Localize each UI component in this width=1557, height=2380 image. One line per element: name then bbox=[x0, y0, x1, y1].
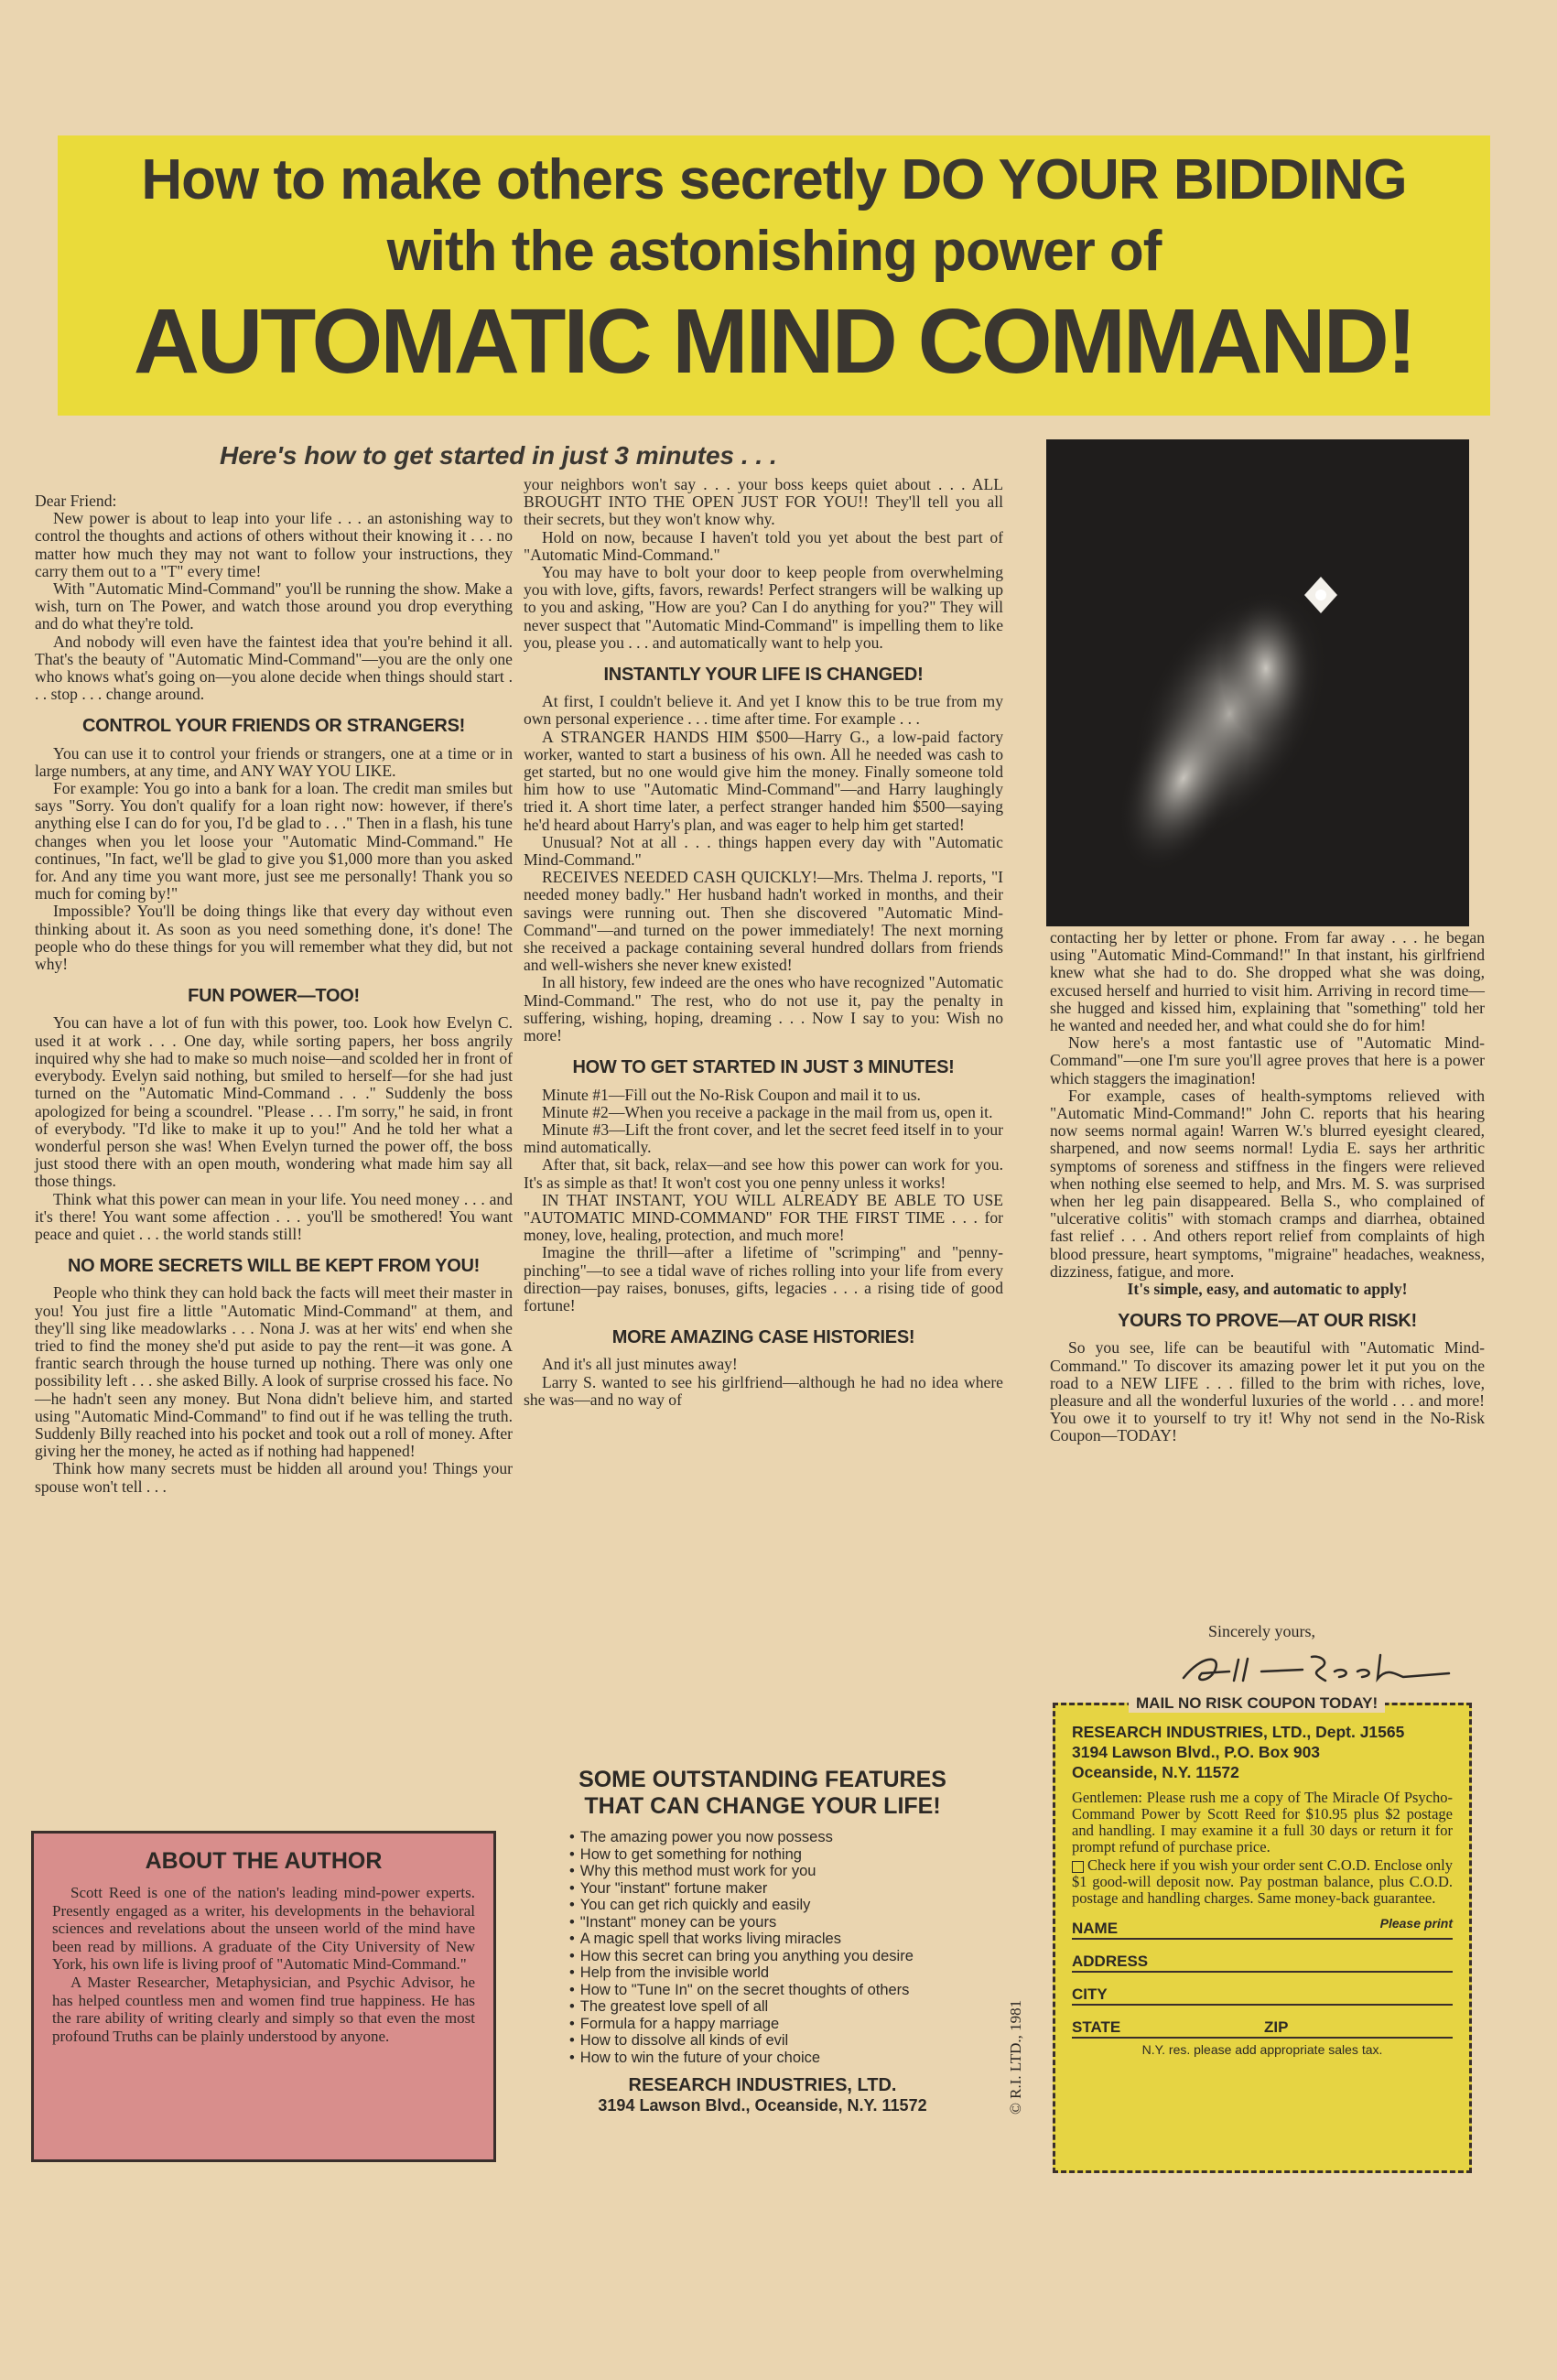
city-field[interactable] bbox=[1072, 1985, 1453, 2006]
feature-item: • Your "instant" fortune maker bbox=[569, 1880, 1001, 1898]
feature-item: • The amazing power you now possess bbox=[569, 1829, 1001, 1846]
paragraph: Think what this power can mean in your life. You need money . . . and it's there! You want some affection . . . you'll be smothered! You want peace and quiet . . . the world stands still! bbox=[35, 1189, 513, 1243]
feature-item: • Why this method must work for you bbox=[569, 1863, 1001, 1880]
column-3 bbox=[1050, 929, 1485, 1445]
feature-item: • A magic spell that works living miracles bbox=[569, 1931, 1001, 1948]
company-name: RESEARCH INDUSTRIES, LTD. bbox=[628, 2075, 897, 2095]
cod-text: Check here if you wish your order sent C.O.D. Enclose only $1 good-will deposit now. Pay postman balance, plus C.O.D. postage and handling charges. Same money-back guarantee. bbox=[1072, 1856, 1453, 1907]
feature-item: • How to dissolve all kinds of evil bbox=[569, 2032, 1001, 2050]
night-sky-photo bbox=[1046, 439, 1469, 926]
feature-item: • Help from the invisible world bbox=[569, 1964, 1001, 1982]
paragraph: New power is about to leap into your life . . . an astonishing way to control the thoughts and actions of others without their knowing it . . . no matter how much they may not want to follow your instructions, they carry them out to a "T" every time! bbox=[35, 509, 513, 580]
paragraph: You can have a lot of fun with this power, too. Look how Evelyn C. used it at work . . . One day, while sorting papers, her boss angrily inquired why she had to make so much noise—and scolded her in front of everybody. Evelyn said nothing, but smiled to herself—for she had just turned on the "Automatic Mind-Command . . ." Suddenly the boss apologized for being a scoundrel. "Please . . . I'm sorry," he said, in front of everybody. "I'd like to make it up to you!" And he told her what a wonderful person she was! When Evelyn turned the power off, the boss just stood there with an open mouth, wondering what made him say all those things. bbox=[35, 1013, 513, 1191]
paragraph: your neighbors won't say . . . your boss keeps quiet about . . . ALL BROUGHT INTO THE OPEN JUST FOR YOU!! They'll tell you all their secrets, but they won't know why. bbox=[524, 475, 1003, 529]
feature-item: • The greatest love spell of all bbox=[569, 1998, 1001, 2016]
paragraph: Now here's a most fantastic use of "Automatic Mind-Command"—one I'm sure you'll agree proves that here is a power which staggers the imagination! bbox=[1050, 1033, 1485, 1087]
features-title: THAT CAN CHANGE YOUR LIFE! bbox=[584, 1793, 941, 1819]
feature-item: • How to win the future of your choice bbox=[569, 2050, 1001, 2067]
column-2 bbox=[524, 476, 1003, 1409]
name-field[interactable] bbox=[1072, 1916, 1453, 1940]
section-heading: CONTROL YOUR FRIENDS OR STRANGERS! bbox=[82, 716, 465, 737]
paragraph: RECEIVES NEEDED CASH QUICKLY!—Mrs. Thelma J. reports, "I needed money badly." Her husband hadn't worked in months, and their savings were running out. Then she discovered "Automatic Mind-Command"—and turned on the power immediately! The next morning she received a package containing several hundred dollars from friends and well-wishers she never knew existed! bbox=[524, 868, 1003, 975]
author-bio: Scott Reed is one of the nation's leading mind-power experts. Presently engaged as a writer, his developments in the behavioral sciences and revelations about the unseen world of the mind have been read by millions. A graduate of the City University of New York, his own life is living proof of "Automatic Mind-Command." bbox=[52, 1884, 475, 1974]
paragraph: After that, sit back, relax—and see how this power can work for you. It's as simple as that! It won't cost you one penny unless it works! bbox=[524, 1155, 1003, 1192]
paragraph: With "Automatic Mind-Command" you'll be running the show. Make a wish, turn on The Power, and watch those around you drop everything and do what they're told. bbox=[35, 579, 513, 633]
section-heading: FUN POWER—TOO! bbox=[188, 986, 360, 1007]
author-bio: A Master Researcher, Metaphysician, and Psychic Advisor, he has helped countless men and women find true happiness. He has the rare ability of writing clearly and simply so that even the most profound Truths can be plainly understood by anyone. bbox=[52, 1973, 475, 2045]
sales-tax-note: N.Y. res. please add appropriate sales tax. bbox=[1141, 2042, 1383, 2057]
feature-item: • How to get something for nothing bbox=[569, 1846, 1001, 1864]
section-heading: HOW TO GET STARTED IN JUST 3 MINUTES! bbox=[572, 1057, 955, 1078]
paragraph: And it's all just minutes away! bbox=[542, 1355, 738, 1374]
paragraph: In all history, few indeed are the ones who have recognized "Automatic Mind-Command." The rest, who do not use it, pay the penalty in suffering, wishing, hoping, dreaming . . . Now I say to you: Wish no more! bbox=[524, 973, 1003, 1045]
paragraph: Hold on now, because I haven't told you yet about the best part of "Automatic Mind-Command." bbox=[524, 527, 1003, 564]
coupon-title: MAIL NO RISK COUPON TODAY! bbox=[1129, 1694, 1385, 1713]
paragraph: A STRANGER HANDS HIM $500—Harry G., a low-paid factory worker, wanted to start a business of his own. All he needed was cash to get started, but no one would give him the money. Finally someone told him how to use "Automatic Mind-Command"—and Harry laughingly tried it. A short time later, a perfect stranger handed him $500—saying he'd heard about Harry's plan, and was eager to help him get started! bbox=[524, 727, 1003, 834]
address-field[interactable] bbox=[1072, 1953, 1453, 1973]
features-list bbox=[569, 1829, 1001, 2066]
feature-item: • Formula for a happy marriage bbox=[569, 2016, 1001, 2033]
paragraph: Think how many secrets must be hidden all around you! Things your spouse won't tell . . . bbox=[35, 1459, 513, 1496]
state-zip-field[interactable] bbox=[1072, 2018, 1453, 2039]
paragraph: People who think they can hold back the facts will meet their master in you! You just fire a little "Automatic Mind-Command" at them, and they'll sing like meadowlarks . . . Nona J. was at her wits' end when she tried to find the money she'd put aside to pay the rent—it was gone. A frantic search through the house turned up nothing. There was only one possibility left . . . she asked Billy. A look of surprise crossed his face. No—he hadn't seen any money. But Nona didn't believe him, and started using "Automatic Mind-Command" to find out if he was telling the truth. Suddenly Billy reached into his pocket and took out a roll of money. After giving her the money, he acted as if nothing had happened! bbox=[35, 1283, 513, 1461]
paragraph: Minute #1—Fill out the No-Risk Coupon and mail it to us. bbox=[542, 1085, 921, 1104]
paragraph: You can use it to control your friends or strangers, one at a time or in large numbers, at any time, and ANY WAY YOU LIKE. bbox=[35, 743, 513, 780]
section-heading: YOURS TO PROVE—AT OUR RISK! bbox=[1118, 1311, 1417, 1332]
sign-off: Sincerely yours, bbox=[1208, 1622, 1315, 1640]
section-heading: NO MORE SECRETS WILL BE KEPT FROM YOU! bbox=[67, 1256, 481, 1277]
feature-item: • How this secret can bring you anything you desire bbox=[569, 1948, 1001, 1965]
features-title: SOME OUTSTANDING FEATURES bbox=[578, 1767, 946, 1792]
salutation: Dear Friend: bbox=[35, 492, 117, 510]
state-label: STATE bbox=[1072, 2018, 1121, 2036]
about-author-box bbox=[31, 1831, 496, 2162]
paragraph: So you see, life can be beautiful with "Automatic Mind-Command." To discover its amazing power let it put you on the road to a NEW LIFE . . . filled to the brim with riches, love, pleasure and all the wonderful luxuries of the world . . . and more! You owe it to yourself to try it! Why not send in the No-Risk Coupon—TODAY! bbox=[1050, 1338, 1485, 1445]
features-box bbox=[524, 1767, 1001, 2115]
copyright-notice: © R.I. LTD., 1981 bbox=[1007, 1999, 1024, 2115]
subheadline: Here's how to get started in just 3 minutes . . . bbox=[220, 441, 777, 470]
signature-image bbox=[1174, 1646, 1467, 1692]
coupon-city: Oceanside, N.Y. 11572 bbox=[1072, 1763, 1239, 1781]
paragraph: Minute #2—When you receive a package in the mail from us, open it. bbox=[542, 1102, 993, 1121]
section-heading: INSTANTLY YOUR LIFE IS CHANGED! bbox=[603, 665, 924, 686]
paragraph: IN THAT INSTANT, YOU WILL ALREADY BE ABLE TO USE "AUTOMATIC MIND-COMMAND" FOR THE FIRST TIME . . . for money, love, healing, protection, and much more! bbox=[524, 1190, 1003, 1245]
column-1 bbox=[35, 492, 513, 1496]
cod-checkbox[interactable] bbox=[1072, 1861, 1084, 1873]
paragraph: For example: You go into a bank for a loan. The credit man smiles but says "Sorry. You don't qualify for a loan right now: however, if there's anything else I can do for you, I'd be glad to . . ." Then in a flash, his tune changes when you let loose your "Automatic Mind-Command." He continues, "In fact, we'll be glad to give you $1,000 more than you asked for. And any time you want more, just see me personally! Thank you so much for coming by!" bbox=[35, 779, 513, 903]
paragraph: At first, I couldn't believe it. And yet I know this to be true from my own personal experience . . . time after time. For example . . . bbox=[524, 692, 1003, 729]
name-label: NAME bbox=[1072, 1920, 1119, 1937]
author-box-title: ABOUT THE AUTHOR bbox=[145, 1848, 383, 1874]
zip-label: ZIP bbox=[1264, 2018, 1289, 2036]
please-print-note: Please print bbox=[1379, 1916, 1453, 1931]
paragraph: Unusual? Not at all . . . things happen every day with "Automatic Mind-Command." bbox=[524, 832, 1003, 870]
company-address: 3194 Lawson Blvd., Oceanside, N.Y. 11572 bbox=[598, 2096, 927, 2115]
paragraph: Impossible? You'll be doing things like that every day without even thinking about it. As soon as you need something done, it's done! The people who do these things for you will remember what they did, but not why! bbox=[35, 902, 513, 974]
address-label: ADDRESS bbox=[1072, 1953, 1149, 1970]
feature-item: • "Instant" money can be yours bbox=[569, 1914, 1001, 1931]
headline-line-2: with the astonishing power of bbox=[386, 220, 1162, 283]
city-label: CITY bbox=[1072, 1985, 1108, 2003]
paragraph: For example, cases of health-symptoms relieved with "Automatic Mind-Command!" John C. reports that his hearing now seems normal again! Warren W.'s blurred eyesight cleared, sharpened, and now seems normal! Lydia E. says her arthritic symptoms of soreness and stiffness in the fingers were relieved when nothing else seemed to help, and Mrs. M. S. was surprised when her leg pain disappeared. Bella S., who complained of "ulcerative colitis" with stomach cramps and diarrhea, obtained fast relief . . . And others report relief from complaints of high blood pressure, heart symptoms, "migraine" headaches, weakness, dizziness, fatigue, and more. bbox=[1050, 1086, 1485, 1281]
paragraph: And nobody will even have the faintest idea that you're behind it all. That's the beauty of "Automatic Mind-Command"—you are the only one who knows what's going on—you alone decide when things should start . . . stop . . . change around. bbox=[35, 632, 513, 704]
order-coupon[interactable] bbox=[1053, 1694, 1472, 2173]
paragraph: contacting her by letter or phone. From far away . . . he began using "Automatic Mind-Command!" In that instant, his girlfriend knew what she had to do. She dropped what she was doing, excused herself and hurried to visit him. Arriving in record time—she hugged and kissed him, explaining that "something" told her he wanted and needed her, and what could she do for him! bbox=[1050, 928, 1485, 1035]
coupon-cod-option bbox=[1072, 1857, 1453, 1907]
coupon-street: 3194 Lawson Blvd., P.O. Box 903 bbox=[1072, 1743, 1321, 1761]
coupon-order-text: Gentlemen: Please rush me a copy of The Miracle Of Psycho-Command Power by Scott Reed for $10.95 plus $2 postage and handling. I may examine it a full 30 days or return it for prompt refund of purchase price. bbox=[1072, 1789, 1453, 1855]
feature-item: • How to "Tune In" on the secret thoughts of others bbox=[569, 1982, 1001, 1999]
paragraph: Imagine the thrill—after a lifetime of "scrimping" and "penny-pinching"—to see a tidal wave of riches rolling into your life from every direction—pay raises, bonuses, gifts, legacies . . . a rising tide of good fortune! bbox=[524, 1243, 1003, 1314]
paragraph: You may have to bolt your door to keep people from overwhelming you with love, gifts, favors, rewards! Perfect strangers will be walking up to you and asking, "How are you? Can I do anything for you?" They will never suspect that "Automatic Mind-Command" is impelling them to like you, please you . . . and automatically want to help you. bbox=[524, 563, 1003, 652]
section-heading: MORE AMAZING CASE HISTORIES! bbox=[611, 1327, 915, 1348]
feature-item: • You can get rich quickly and easily bbox=[569, 1897, 1001, 1914]
paragraph: Larry S. wanted to see his girlfriend—although he had no idea where she was—and no way of bbox=[524, 1372, 1003, 1409]
paragraph: Minute #3—Lift the front cover, and let the secret feed itself in to your mind automatically. bbox=[524, 1120, 1003, 1157]
headline-banner bbox=[58, 135, 1490, 416]
coupon-company: RESEARCH INDUSTRIES, LTD., Dept. J1565 bbox=[1072, 1723, 1405, 1741]
headline-line-1: How to make others secretly DO YOUR BIDDING bbox=[141, 148, 1407, 211]
paragraph: It's simple, easy, and automatic to apply! bbox=[1127, 1280, 1408, 1299]
headline-line-3: AUTOMATIC MIND COMMAND! bbox=[133, 290, 1415, 393]
